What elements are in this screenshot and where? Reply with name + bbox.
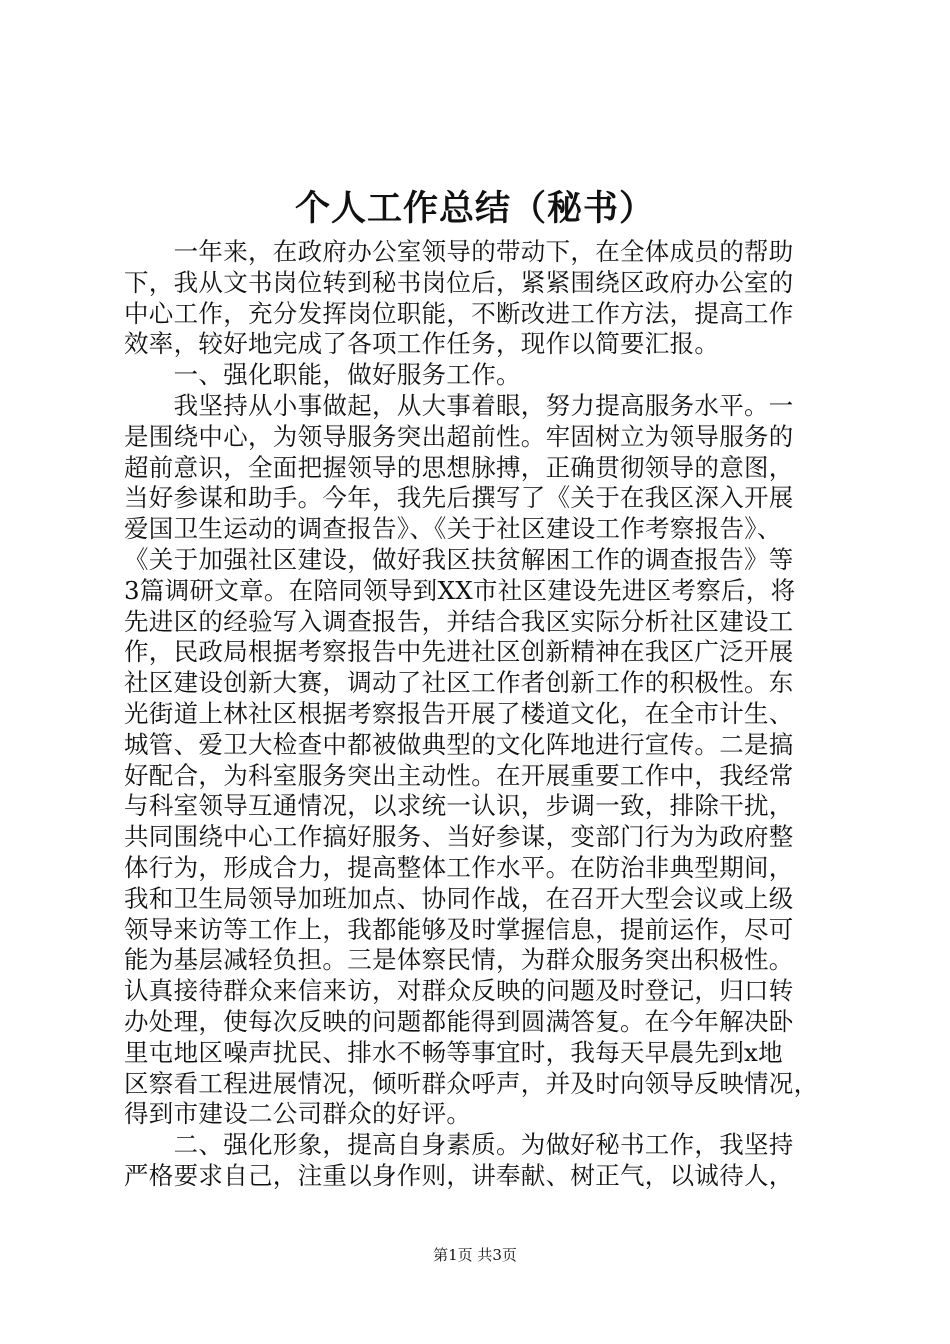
- text-line: 超前意识，全面把握领导的思想脉搏，正确贯彻领导的意图，: [124, 452, 794, 482]
- text-line: 光街道上林社区根据考察报告开展了楼道文化，在全市计生、: [124, 698, 794, 728]
- text-line: 社区建设创新大赛，调动了社区工作者创新工作的积极性。东: [124, 668, 794, 698]
- text-line: 认真接待群众来信来访，对群众反映的问题及时登记，归口转: [124, 976, 794, 1006]
- text-line: 爱国卫生运动的调查报告》、《关于社区建设工作考察报告》、: [124, 514, 782, 544]
- text-line: 下，我从文书岗位转到秘书岗位后，紧紧围绕区政府办公室的: [124, 267, 794, 297]
- text-line: 办处理，使每次反映的问题都能得到圆满答复。在今年解决卧: [124, 1006, 794, 1036]
- text-line: 当好参谋和助手。今年，我先后撰写了《关于在我区深入开展: [124, 483, 794, 513]
- section-heading: 二、强化形象，提高自身素质。为做好秘书工作，我坚持: [124, 1130, 794, 1160]
- text-line: 里屯地区噪声扰民、排水不畅等事宜时，我每天早晨先到x地: [124, 1037, 783, 1067]
- text-line: 严格要求自己，注重以身作则，讲奉献、树正气，以诚待人，: [124, 1160, 794, 1190]
- text-line: 效率，较好地完成了各项工作任务，现作以简要汇报。: [124, 329, 720, 359]
- document-body: [124, 237, 834, 1192]
- text-line: 是围绕中心，为领导服务突出超前性。牢固树立为领导服务的: [124, 421, 794, 451]
- text-line: 一年来，在政府办公室领导的带动下，在全体成员的帮助: [124, 237, 794, 266]
- text-line: 领导来访等工作上，我都能够及时掌握信息，提前运作，尽可: [124, 914, 794, 944]
- text-line: 区察看工程进展情况，倾听群众呼声，并及时向领导反映情况，: [124, 1068, 819, 1098]
- text-line: 3篇调研文章。在陪同领导到XX市社区建设先进区考察后，将: [124, 575, 796, 605]
- text-line: 作，民政局根据考察报告中先进社区创新精神在我区广泛开展: [124, 637, 794, 667]
- text-line: 城管、爱卫大检查中都被做典型的文化阵地进行宣传。二是搞: [124, 729, 794, 759]
- text-line: 好配合，为科室服务突出主动性。在开展重要工作中，我经常: [124, 760, 794, 790]
- text-line: 共同围绕中心工作搞好服务、当好参谋，变部门行为为政府整: [124, 822, 794, 852]
- text-line: 与科室领导互通情况，以求统一认识，步调一致，排除干扰，: [124, 791, 794, 821]
- text-line: 我和卫生局领导加班加点、协同作战，在召开大型会议或上级: [124, 883, 794, 913]
- section-heading: 一、强化职能，做好服务工作。: [124, 360, 521, 390]
- text-line: 我坚持从小事做起，从大事着眼，努力提高服务水平。一: [124, 390, 794, 420]
- text-line: 先进区的经验写入调查报告，并结合我区实际分析社区建设工: [124, 606, 794, 636]
- text-line: 体行为，形成合力，提高整体工作水平。在防治非典型期间，: [124, 852, 794, 882]
- text-line: 能为基层减轻负担。三是体察民情，为群众服务突出积极性。: [124, 945, 794, 975]
- document-title: 个人工作总结（秘书）: [294, 188, 655, 229]
- page-footer: 第1页 共3页: [433, 1246, 517, 1264]
- text-line: 中心工作，充分发挥岗位职能，不断改进工作方法，提高工作: [124, 298, 794, 328]
- text-line: 《关于加强社区建设，做好我区扶贫解困工作的调查报告》等: [124, 544, 794, 574]
- text-line: 得到市建设二公司群众的好评。: [124, 1099, 472, 1129]
